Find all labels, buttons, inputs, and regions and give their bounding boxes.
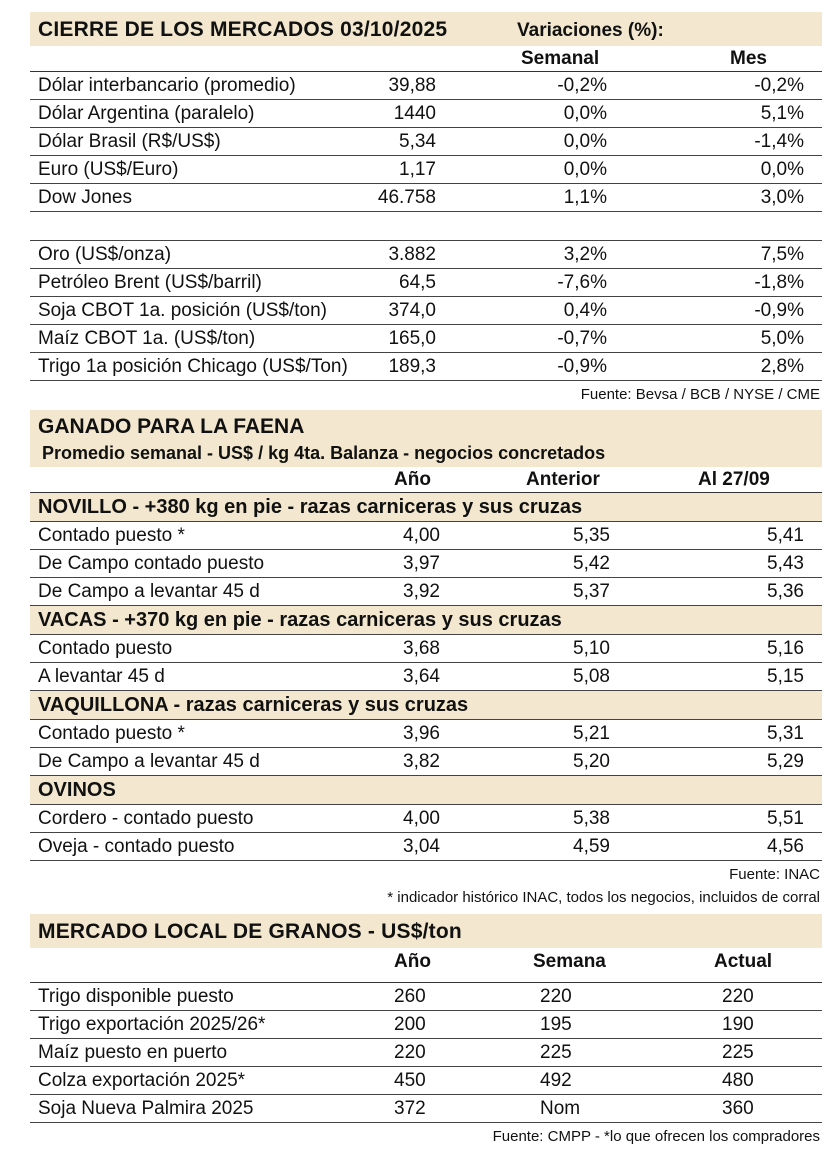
ganado-label: Contado puesto *: [38, 723, 185, 744]
market-row: [30, 325, 822, 353]
ganado-column-headers: [30, 467, 822, 493]
granos-header: [30, 914, 822, 948]
col-ano: Año: [394, 951, 431, 972]
market-label: Trigo 1a posición Chicago (US$/Ton): [38, 356, 348, 377]
category-header: [30, 691, 822, 720]
market-row: [30, 353, 822, 381]
market-weekly-change: -7,6%: [557, 272, 607, 293]
market-monthly-change: 0,0%: [760, 159, 804, 180]
granos-ano: 220: [394, 1042, 426, 1063]
ganado-ano: 3,96: [403, 723, 440, 744]
ganado-anterior: 4,59: [573, 836, 610, 857]
category-title: VAQUILLONA - razas carniceras y sus cruzas: [38, 694, 469, 716]
ganado-ano: 3,64: [403, 666, 440, 687]
ganado-subtitle: Promedio semanal - US$ / kg 4ta. Balanza - negocios concretados: [42, 443, 606, 463]
market-row: [30, 100, 822, 128]
granos-row: [30, 1011, 822, 1039]
ganado-anterior: 5,21: [573, 723, 610, 744]
ganado-label: Contado puesto: [38, 638, 173, 659]
market-value: 39,88: [388, 75, 436, 96]
market-row: [30, 156, 822, 184]
market-value: 1,17: [399, 159, 436, 180]
ganado-label: De Campo a levantar 45 d: [38, 581, 260, 602]
markets-source: Fuente: Bevsa / BCB / NYSE / CME: [580, 386, 820, 403]
ganado-ano: 3,97: [403, 553, 440, 574]
market-value: 3.882: [388, 244, 436, 265]
ganado-row: [30, 663, 822, 691]
granos-ano: 260: [394, 986, 426, 1007]
market-monthly-change: 7,5%: [760, 244, 804, 265]
granos-row: [30, 1067, 822, 1095]
market-value: 46.758: [377, 187, 436, 208]
market-label: Euro (US$/Euro): [38, 159, 179, 180]
market-label: Petróleo Brent (US$/barril): [38, 272, 262, 293]
category-title: OVINOS: [38, 779, 116, 801]
ganado-source: Fuente: INAC: [729, 866, 820, 883]
market-monthly-change: -1,8%: [754, 272, 804, 293]
market-row: [30, 241, 822, 269]
ganado-row: [30, 578, 822, 606]
market-monthly-change: 2,8%: [760, 356, 804, 377]
market-weekly-change: 1,1%: [563, 187, 607, 208]
ganado-anterior: 5,37: [573, 581, 610, 602]
market-value: 1440: [393, 103, 436, 124]
granos-row: [30, 983, 822, 1011]
ganado-row: [30, 720, 822, 748]
ganado-anterior: 5,10: [573, 638, 610, 659]
market-weekly-change: 3,2%: [563, 244, 607, 265]
granos-actual: 225: [722, 1042, 754, 1063]
ganado-ano: 3,04: [403, 836, 440, 857]
ganado-anterior: 5,42: [573, 553, 610, 574]
markets-title: CIERRE DE LOS MERCADOS 03/10/2025: [38, 18, 448, 41]
ganado-actual: 5,29: [767, 751, 804, 772]
ganado-actual: 5,43: [767, 553, 804, 574]
granos-actual: 220: [722, 986, 754, 1007]
granos-actual: 190: [722, 1014, 754, 1035]
ganado-row: [30, 522, 822, 550]
ganado-anterior: 5,38: [573, 808, 610, 829]
market-monthly-change: 3,0%: [760, 187, 804, 208]
market-weekly-change: -0,9%: [557, 356, 607, 377]
market-weekly-change: -0,2%: [557, 75, 607, 96]
granos-semana: Nom: [540, 1098, 581, 1119]
market-monthly-change: 5,1%: [760, 103, 804, 124]
granos-actual: 360: [722, 1098, 754, 1119]
ganado-table: [30, 493, 822, 861]
granos-table: [30, 983, 822, 1123]
ganado-title: GANADO PARA LA FAENA: [38, 415, 305, 438]
granos-semana: 195: [540, 1014, 572, 1035]
ganado-label: Contado puesto *: [38, 525, 185, 546]
ganado-row: [30, 833, 822, 861]
ganado-ano: 4,00: [403, 525, 440, 546]
market-monthly-change: -0,9%: [754, 300, 804, 321]
ganado-footnote: * indicador histórico INAC, todos los negocios, incluidos de corral: [387, 889, 820, 906]
markets-column-headers: [30, 46, 822, 72]
ganado-actual: 4,56: [767, 836, 804, 857]
market-row: [30, 72, 822, 100]
ganado-label: Oveja - contado puesto: [38, 836, 235, 857]
ganado-actual: 5,31: [767, 723, 804, 744]
ganado-row: [30, 635, 822, 663]
ganado-anterior: 5,20: [573, 751, 610, 772]
ganado-actual: 5,51: [767, 808, 804, 829]
markets-table-a: [30, 72, 822, 212]
granos-semana: 220: [540, 986, 572, 1007]
granos-label: Trigo exportación 2025/26*: [38, 1014, 266, 1035]
granos-label: Trigo disponible puesto: [38, 986, 234, 1007]
ganado-ano: 3,82: [403, 751, 440, 772]
col-actual: Actual: [714, 951, 773, 972]
market-weekly-change: 0,0%: [563, 159, 607, 180]
granos-title: MERCADO LOCAL DE GRANOS - US$/ton: [38, 920, 462, 943]
market-row: [30, 269, 822, 297]
granos-ano: 450: [394, 1070, 426, 1091]
ganado-label: A levantar 45 d: [38, 666, 165, 687]
ganado-anterior: 5,35: [573, 525, 610, 546]
granos-column-headers: [30, 948, 822, 983]
ganado-actual: 5,41: [767, 525, 804, 546]
granos-actual: 480: [722, 1070, 754, 1091]
ganado-ano: 4,00: [403, 808, 440, 829]
ganado-actual: 5,36: [767, 581, 804, 602]
market-row: [30, 128, 822, 156]
ganado-label: Cordero - contado puesto: [38, 808, 254, 829]
market-monthly-change: -0,2%: [754, 75, 804, 96]
market-value: 64,5: [399, 272, 436, 293]
col-semana: Semana: [533, 951, 606, 972]
ganado-header: [30, 410, 822, 467]
col-al-fecha: Al 27/09: [698, 469, 770, 490]
ganado-anterior: 5,08: [573, 666, 610, 687]
market-label: Soja CBOT 1a. posición (US$/ton): [38, 300, 328, 321]
market-report: [30, 12, 822, 1147]
col-anterior: Anterior: [526, 469, 600, 490]
granos-semana: 225: [540, 1042, 572, 1063]
markets-subtitle: Variaciones (%):: [517, 20, 664, 41]
market-label: Oro (US$/onza): [38, 244, 172, 265]
market-weekly-change: 0,0%: [563, 131, 607, 152]
granos-row: [30, 1039, 822, 1067]
granos-ano: 200: [394, 1014, 426, 1035]
market-value: 5,34: [399, 131, 436, 152]
market-label: Dow Jones: [38, 187, 132, 208]
granos-source: Fuente: CMPP - *lo que ofrecen los compradores: [492, 1128, 820, 1145]
ganado-actual: 5,15: [767, 666, 804, 687]
ganado-row: [30, 805, 822, 833]
market-label: Dólar Argentina (paralelo): [38, 103, 255, 124]
col-semanal: Semanal: [521, 48, 600, 69]
ganado-row: [30, 748, 822, 776]
market-weekly-change: -0,7%: [557, 328, 607, 349]
markets-header: [30, 12, 822, 46]
ganado-ano: 3,92: [403, 581, 440, 602]
market-label: Dólar Brasil (R$/US$): [38, 131, 221, 152]
granos-label: Colza exportación 2025*: [38, 1070, 246, 1091]
market-label: Dólar interbancario (promedio): [38, 75, 296, 96]
ganado-label: De Campo a levantar 45 d: [38, 751, 260, 772]
category-title: NOVILLO - +380 kg en pie - razas carniceras y sus cruzas: [38, 496, 583, 518]
granos-row: [30, 1095, 822, 1123]
ganado-row: [30, 550, 822, 578]
ganado-actual: 5,16: [767, 638, 804, 659]
category-header: [30, 493, 822, 522]
category-header: [30, 776, 822, 805]
market-value: 189,3: [388, 356, 436, 377]
market-weekly-change: 0,0%: [563, 103, 607, 124]
col-ano: Año: [394, 469, 431, 490]
markets-spacer-row: [30, 212, 822, 241]
market-label: Maíz CBOT 1a. (US$/ton): [38, 328, 256, 349]
col-mes: Mes: [730, 48, 767, 69]
market-monthly-change: -1,4%: [754, 131, 804, 152]
category-header: [30, 606, 822, 635]
granos-label: Maíz puesto en puerto: [38, 1042, 228, 1063]
market-monthly-change: 5,0%: [760, 328, 804, 349]
market-weekly-change: 0,4%: [563, 300, 607, 321]
ganado-ano: 3,68: [403, 638, 440, 659]
ganado-label: De Campo contado puesto: [38, 553, 265, 574]
granos-label: Soja Nueva Palmira 2025: [38, 1098, 254, 1119]
market-row: [30, 184, 822, 212]
market-value: 165,0: [388, 328, 436, 349]
granos-semana: 492: [540, 1070, 572, 1091]
granos-ano: 372: [394, 1098, 426, 1119]
market-row: [30, 297, 822, 325]
market-value: 374,0: [388, 300, 436, 321]
markets-table-b: [30, 241, 822, 381]
category-title: VACAS - +370 kg en pie - razas carniceras y sus cruzas: [38, 609, 562, 631]
